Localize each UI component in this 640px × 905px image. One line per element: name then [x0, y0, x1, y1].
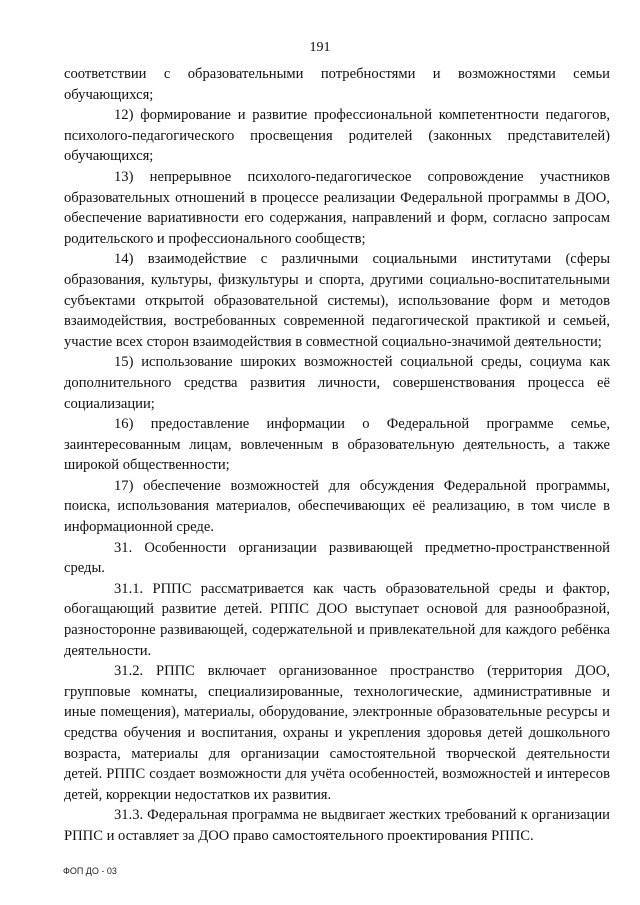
- paragraph-item-14: 14) взаимодействие с различными социальными институтами (сферы образования, культуры, физкультуры и спорта, другими социально-воспитательными субъектами открытой образовательной системы), использование форм и методов взаимодействия, востребованных современной педагогической практикой и семьей, участие всех сторон взаимодействия в совместной социально-значимой деятельности;: [64, 251, 610, 350]
- paragraph-item-17: 17) обеспечение возможностей для обсуждения Федеральной программы, поиска, использования материалов, обеспечивающих её реализацию, в том числе в информационной среде.: [64, 477, 610, 536]
- paragraph-item-16: 16) предоставление информации о Федеральной программе семье, заинтересованным лицам, вовлеченным в образовательную деятельность, а также широкой общественности;: [64, 416, 610, 474]
- paragraph-31-1: 31.1. РППС рассматривается как часть образовательной среды и фактор, обогащающий развитие детей. РППС ДОО выступает основой для разнообразной, разносторонне развивающей, содержательной и привлекательной для каждого ребёнка деятельности.: [64, 580, 610, 659]
- page-number: 191: [309, 40, 331, 55]
- footer-code: ФОП ДО - 03: [63, 866, 117, 876]
- paragraph-continuation: соответствии с образовательными потребностями и возможностями семьи обучающихся;: [64, 66, 610, 103]
- paragraph-item-13: 13) непрерывное психолого-педагогическое сопровождение участников образовательных отношений в процессе реализации Федеральной программы в ДОО, обеспечение вариативности его содержания, направлений и форм, согласно запросам родительского и профессионального сообществ;: [64, 168, 610, 247]
- body-text: [64, 64, 610, 847]
- paragraph-31-3: 31.3. Федеральная программа не выдвигает жестких требований к организации РППС и оставляет за ДОО право самостоятельного проектирования РППС.: [64, 807, 610, 844]
- section-heading-31: 31. Особенности организации развивающей предметно-пространственной среды.: [64, 539, 610, 577]
- paragraph-item-12: 12) формирование и развитие профессиональной компетентности педагогов, психолого-педагогического просвещения родителей (законных представителей) обучающихся;: [64, 107, 610, 165]
- paragraph-31-2: 31.2. РППС включает организованное пространство (территория ДОО, групповые комнаты, специализированные, технологические, административные и иные помещения), материалы, оборудование, электронные образовательные ресурсы и средства обучения и воспитания, охраны и укрепления здоровья детей дошкольного возраста, материалы для организации самостоятельной творческой деятельности детей. РППС создает возможности для учёта особенностей, возможностей и интересов детей, коррекции недостатков их развития.: [64, 663, 610, 803]
- paragraph-item-15: 15) использование широких возможностей социальной среды, социума как дополнительного средства развития личности, совершенствования процесса её социализации;: [64, 354, 610, 412]
